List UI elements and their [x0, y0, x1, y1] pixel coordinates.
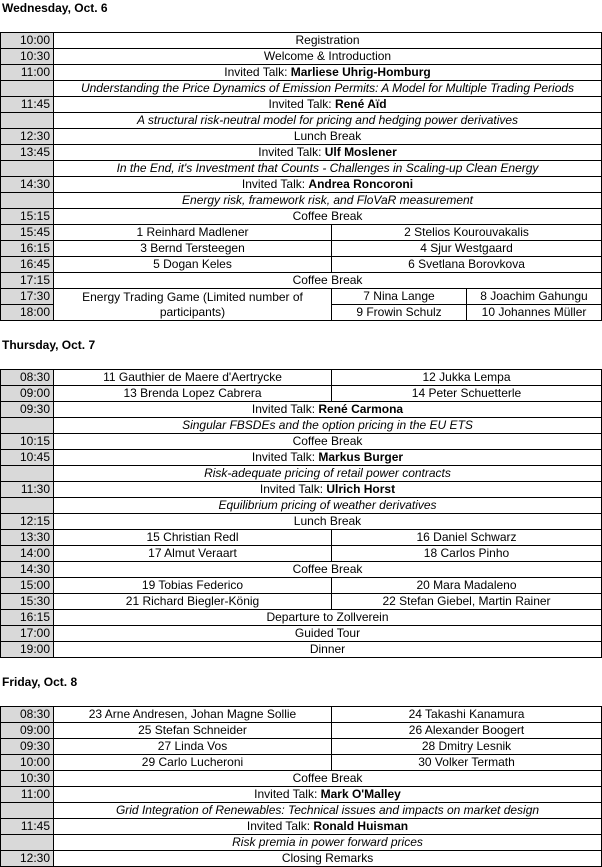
spacer	[0, 690, 602, 706]
time-cell: 08:30	[1, 707, 54, 723]
schedule-row	[1, 289, 602, 305]
time-cell: 09:00	[1, 723, 54, 739]
schedule-row	[1, 257, 602, 273]
session-a-cell: 29 Carlo Lucheroni	[54, 755, 332, 771]
talk-row	[1, 482, 602, 498]
schedule-row	[1, 771, 602, 787]
talk-row	[1, 450, 602, 466]
talk-speaker-cell	[54, 482, 602, 498]
session-a-cell: 27 Linda Vos	[54, 739, 332, 755]
trading-game-cell: Energy Trading Game (Limited number of participants)	[54, 289, 332, 321]
schedule-row	[1, 530, 602, 546]
event-cell: Coffee Break	[54, 273, 602, 289]
time-cell-empty	[1, 113, 54, 129]
event-cell: Lunch Break	[54, 129, 602, 145]
talk-row	[1, 177, 602, 193]
time-cell: 11:45	[1, 97, 54, 113]
time-cell-empty	[1, 418, 54, 434]
session-b-cell: 14 Peter Schuetterle	[332, 386, 602, 402]
schedule-row	[1, 129, 602, 145]
day-heading: Thursday, Oct. 7	[2, 338, 96, 352]
session-b-cell: 24 Takashi Kanamura	[332, 707, 602, 723]
time-cell: 19:00	[1, 642, 54, 658]
time-cell: 10:15	[1, 434, 54, 450]
time-cell: 17:15	[1, 273, 54, 289]
time-cell: 12:15	[1, 514, 54, 530]
time-cell: 11:00	[1, 787, 54, 803]
speaker-name: Ulf Moslener	[324, 145, 397, 159]
time-cell: 11:30	[1, 482, 54, 498]
event-cell: Guided Tour	[54, 626, 602, 642]
time-cell: 12:30	[1, 851, 54, 867]
schedule-row	[1, 241, 602, 257]
time-cell: 09:00	[1, 386, 54, 402]
session-a-cell: 17 Almut Veraart	[54, 546, 332, 562]
talk-title-row	[1, 466, 602, 482]
time-cell: 15:00	[1, 578, 54, 594]
time-cell: 13:45	[1, 145, 54, 161]
session-b-cell: 2 Stelios Kourouvakalis	[332, 225, 602, 241]
time-cell-empty	[1, 803, 54, 819]
spacer	[0, 321, 602, 337]
speaker-name: Ulrich Horst	[326, 482, 396, 496]
session-a-cell: 19 Tobias Federico	[54, 578, 332, 594]
time-cell: 10:45	[1, 450, 54, 466]
talk-title-row	[1, 835, 602, 851]
talk-speaker-cell	[54, 450, 602, 466]
time-cell: 09:30	[1, 739, 54, 755]
schedule-row	[1, 707, 602, 723]
speaker-name: Ronald Huisman	[313, 819, 409, 833]
schedule-row	[1, 642, 602, 658]
talk-speaker-cell	[54, 65, 602, 81]
time-cell: 16:15	[1, 610, 54, 626]
time-cell: 15:30	[1, 594, 54, 610]
schedule-row	[1, 370, 602, 386]
session-b-cell: 20 Mara Madaleno	[332, 578, 602, 594]
time-cell: 15:45	[1, 225, 54, 241]
time-cell-empty	[1, 81, 54, 97]
speaker-name: Marliese Uhrig-Homburg	[290, 65, 431, 79]
event-cell: Coffee Break	[54, 562, 602, 578]
day-heading: Friday, Oct. 8	[2, 675, 78, 689]
speaker-name: René Carmona	[318, 402, 404, 416]
session-d-cell: 8 Joachim Gahungu	[467, 289, 602, 305]
schedule-row	[1, 755, 602, 771]
session-b-cell: 22 Stefan Giebel, Martin Rainer	[332, 594, 602, 610]
session-a-cell: 5 Dogan Keles	[54, 257, 332, 273]
talk-title-cell: Singular FBSDEs and the option pricing in the EU ETS	[54, 418, 602, 434]
talk-label: Invited Talk:	[254, 787, 321, 801]
spacer	[0, 353, 602, 369]
day-schedule-table	[0, 32, 602, 321]
talk-title-cell: Risk premia in power forward prices	[54, 835, 602, 851]
session-a-cell: 21 Richard Biegler-König	[54, 594, 332, 610]
schedule-row	[1, 594, 602, 610]
time-cell: 17:30	[1, 289, 54, 305]
time-cell: 09:30	[1, 402, 54, 418]
talk-title-cell: Equilibrium pricing of weather derivatives	[54, 498, 602, 514]
schedule-row	[1, 851, 602, 867]
event-cell: Closing Remarks	[54, 851, 602, 867]
time-cell: 18:00	[1, 305, 54, 321]
time-cell: 16:45	[1, 257, 54, 273]
time-cell-empty	[1, 161, 54, 177]
event-cell: Registration	[54, 33, 602, 49]
schedule-row	[1, 386, 602, 402]
session-d-cell: 10 Johannes Müller	[467, 305, 602, 321]
talk-row	[1, 402, 602, 418]
event-cell: Dinner	[54, 642, 602, 658]
event-cell: Coffee Break	[54, 434, 602, 450]
session-b-cell: 30 Volker Termath	[332, 755, 602, 771]
time-cell: 10:00	[1, 33, 54, 49]
talk-label: Invited Talk:	[268, 97, 335, 111]
time-cell-empty	[1, 835, 54, 851]
session-a-cell: 25 Stefan Schneider	[54, 723, 332, 739]
event-cell: Coffee Break	[54, 209, 602, 225]
talk-title-row	[1, 803, 602, 819]
talk-title-row	[1, 81, 602, 97]
session-a-cell: 3 Bernd Tersteegen	[54, 241, 332, 257]
schedule-row	[1, 33, 602, 49]
schedule-row	[1, 578, 602, 594]
time-cell: 10:30	[1, 49, 54, 65]
talk-title-row	[1, 161, 602, 177]
talk-title-cell: Energy risk, framework risk, and FloVaR measurement	[54, 193, 602, 209]
session-b-cell: 6 Svetlana Borovkova	[332, 257, 602, 273]
schedule-row	[1, 514, 602, 530]
talk-row	[1, 819, 602, 835]
time-cell: 10:00	[1, 755, 54, 771]
schedule-row	[1, 434, 602, 450]
session-b-cell: 16 Daniel Schwarz	[332, 530, 602, 546]
time-cell: 11:45	[1, 819, 54, 835]
schedule-row	[1, 273, 602, 289]
time-cell-empty	[1, 498, 54, 514]
speaker-name: René Aïd	[334, 97, 387, 111]
talk-speaker-cell	[54, 819, 602, 835]
schedule-row	[1, 739, 602, 755]
talk-row	[1, 97, 602, 113]
speaker-name: Andrea Roncoroni	[308, 177, 414, 191]
schedule-row	[1, 562, 602, 578]
talk-speaker-cell	[54, 177, 602, 193]
talk-title-row	[1, 193, 602, 209]
time-cell: 12:30	[1, 129, 54, 145]
event-cell: Welcome & Introduction	[54, 49, 602, 65]
time-cell: 14:30	[1, 177, 54, 193]
time-cell-empty	[1, 193, 54, 209]
event-cell: Departure to Zollverein	[54, 610, 602, 626]
day-heading: Wednesday, Oct. 6	[2, 1, 108, 15]
talk-label: Invited Talk:	[246, 819, 314, 833]
talk-title-row	[1, 418, 602, 434]
session-a-cell: 15 Christian Redl	[54, 530, 332, 546]
talk-label: Invited Talk:	[259, 482, 327, 496]
talk-title-cell: Risk-adequate pricing of retail power contracts	[54, 466, 602, 482]
schedule-row	[1, 610, 602, 626]
time-cell: 10:30	[1, 771, 54, 787]
session-b-cell: 18 Carlos Pinho	[332, 546, 602, 562]
session-a-cell: 1 Reinhard Madlener	[54, 225, 332, 241]
talk-title-cell: Grid Integration of Renewables: Technical issues and impacts on market design	[54, 803, 602, 819]
talk-title-row	[1, 113, 602, 129]
talk-label: Invited Talk:	[258, 145, 325, 159]
session-a-cell: 23 Arne Andresen, Johan Magne Sollie	[54, 707, 332, 723]
spacer	[0, 16, 602, 32]
time-cell: 11:00	[1, 65, 54, 81]
time-cell: 14:30	[1, 562, 54, 578]
session-a-cell: 13 Brenda Lopez Cabrera	[54, 386, 332, 402]
talk-speaker-cell	[54, 97, 602, 113]
speaker-name: Markus Burger	[318, 450, 404, 464]
talk-title-cell: In the End, it's Investment that Counts - Challenges in Scaling-up Clean Energy	[54, 161, 602, 177]
time-cell: 08:30	[1, 370, 54, 386]
time-cell: 15:15	[1, 209, 54, 225]
talk-label: Invited Talk:	[251, 450, 319, 464]
session-c-cell: 9 Frowin Schulz	[332, 305, 467, 321]
talk-title-cell: Understanding the Price Dynamics of Emission Permits: A Model for Multiple Trading Periods	[54, 81, 602, 97]
event-cell: Lunch Break	[54, 514, 602, 530]
time-cell: 17:00	[1, 626, 54, 642]
session-b-cell: 26 Alexander Boogert	[332, 723, 602, 739]
talk-row	[1, 65, 602, 81]
schedule-row	[1, 626, 602, 642]
talk-label: Invited Talk:	[241, 177, 309, 191]
speaker-name: Mark O'Malley	[320, 787, 401, 801]
schedule-row	[1, 49, 602, 65]
time-cell: 13:30	[1, 530, 54, 546]
session-b-cell: 4 Sjur Westgaard	[332, 241, 602, 257]
schedule-row	[1, 546, 602, 562]
day-schedule-table	[0, 369, 602, 658]
talk-label: Invited Talk:	[224, 65, 291, 79]
time-cell: 16:15	[1, 241, 54, 257]
talk-speaker-cell	[54, 787, 602, 803]
talk-title-cell: A structural risk-neutral model for pricing and hedging power derivatives	[54, 113, 602, 129]
talk-row	[1, 145, 602, 161]
session-b-cell: 28 Dmitry Lesnik	[332, 739, 602, 755]
talk-speaker-cell	[54, 145, 602, 161]
session-c-cell: 7 Nina Lange	[332, 289, 467, 305]
talk-row	[1, 787, 602, 803]
time-cell: 14:00	[1, 546, 54, 562]
session-a-cell: 11 Gauthier de Maere d'Aertrycke	[54, 370, 332, 386]
schedule-row	[1, 723, 602, 739]
time-cell-empty	[1, 466, 54, 482]
schedule-row	[1, 225, 602, 241]
session-b-cell: 12 Jukka Lempa	[332, 370, 602, 386]
talk-title-row	[1, 498, 602, 514]
talk-label: Invited Talk:	[251, 402, 319, 416]
day-schedule-table	[0, 706, 602, 867]
talk-speaker-cell	[54, 402, 602, 418]
spacer	[0, 658, 602, 674]
schedule-row	[1, 209, 602, 225]
event-cell: Coffee Break	[54, 771, 602, 787]
